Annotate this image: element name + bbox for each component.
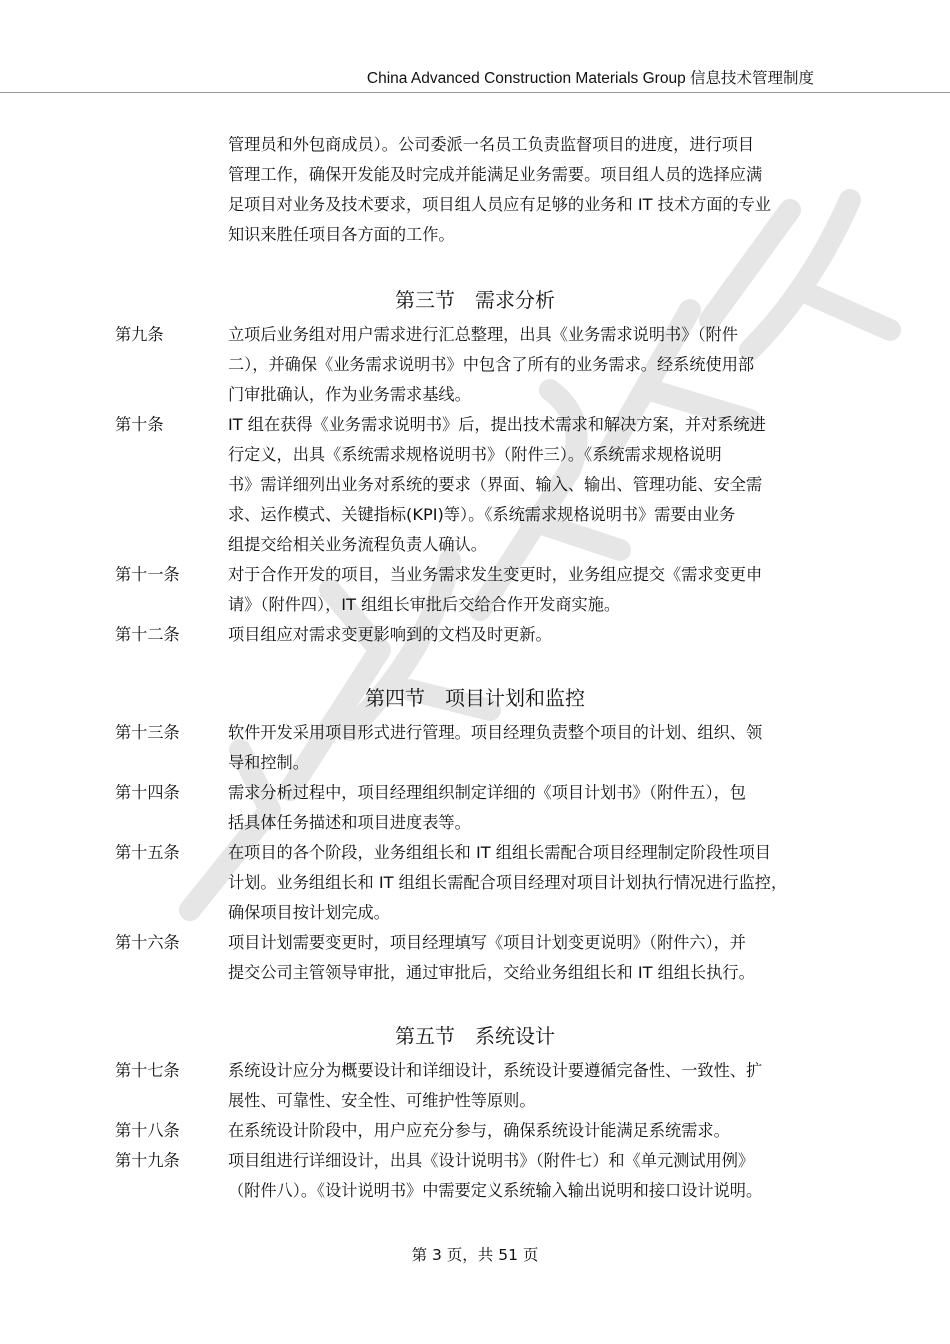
- article-label: 第十二条: [115, 625, 180, 644]
- article-label: 第十六条: [115, 933, 180, 952]
- article-line: 对于合作开发的项目，当业务需求发生变更时，业务组应提交《需求变更申: [228, 565, 763, 584]
- section-title: 第四节 项目计划和监控: [365, 686, 585, 710]
- article-body: [228, 560, 828, 620]
- article-body: [228, 778, 828, 838]
- article-body: [228, 1146, 828, 1206]
- article-line: 二），并确保《业务需求说明书》中包含了所有的业务需求。经系统使用部: [228, 355, 755, 374]
- header-title: China Advanced Construction Materials Group 信息技术管理制度: [366, 70, 814, 87]
- section-title: 第三节 需求分析: [395, 288, 555, 312]
- article-label: 第十一条: [115, 565, 180, 584]
- article-line: （附件八）。《设计说明书》中需要定义系统输入输出说明和接口设计说明。: [228, 1181, 763, 1200]
- article-line: 请》（附件四），IT 组组长审批后交给合作开发商实施。: [228, 595, 621, 614]
- article-line: 书》需详细列出业务对系统的要求（界面、输入、输出、管理功能、安全需: [228, 475, 763, 494]
- article-line: 计划。业务组组长和 IT 组组长需配合项目经理对项目计划执行情况进行监控，: [228, 873, 788, 892]
- section-title: 第五节 系统设计: [395, 1024, 555, 1048]
- article-label: 第十七条: [115, 1061, 180, 1080]
- article-line: 在系统设计阶段中，用户应充分参与，确保系统设计能满足系统需求。: [228, 1121, 730, 1140]
- article-line: 导和控制。: [228, 753, 309, 772]
- article-label: 第十五条: [115, 843, 180, 862]
- article-label: 第十九条: [115, 1151, 180, 1170]
- article-label: 第十八条: [115, 1121, 180, 1140]
- page-header: [0, 66, 950, 93]
- page-footer: 第 3 页，共 51 页: [411, 1246, 539, 1264]
- article-line: IT 组在获得《业务需求说明书》后，提出技术需求和解决方案，并对系统进: [228, 415, 766, 434]
- intro-line: 足项目对业务及技术要求，项目组人员应有足够的业务和 IT 技术方面的专业: [228, 195, 771, 214]
- intro-line: 知识来胜任项目各方面的工作。: [228, 225, 455, 244]
- article-line: 项目组应对需求变更影响到的文档及时更新。: [228, 625, 552, 644]
- article-body: [228, 410, 828, 560]
- intro-paragraph: [228, 130, 828, 250]
- article-line: 项目组进行详细设计，出具《设计说明书》（附件七）和《单元测试用例》: [228, 1151, 755, 1170]
- intro-line: 管理员和外包商成员）。公司委派一名员工负责监督项目的进度，进行项目: [228, 135, 755, 154]
- article-line: 确保项目按计划完成。: [228, 903, 390, 922]
- article-line: 在项目的各个阶段，业务组组长和 IT 组组长需配合项目经理制定阶段性项目: [228, 843, 771, 862]
- article-body: [228, 620, 828, 650]
- article-line: 行定义，出具《系统需求规格说明书》（附件三）。《系统需求规格说明: [228, 445, 722, 464]
- article-body: [228, 320, 828, 410]
- article-label: 第十三条: [115, 723, 180, 742]
- intro-line: 管理工作，确保开发能及时完成并能满足业务需要。项目组人员的选择应满: [228, 165, 763, 184]
- article-line: 系统设计应分为概要设计和详细设计，系统设计要遵循完备性、一致性、扩: [228, 1061, 763, 1080]
- article-line: 软件开发采用项目形式进行管理。项目经理负责整个项目的计划、组织、领: [228, 723, 763, 742]
- article-line: 括具体任务描述和项目进度表等。: [228, 813, 471, 832]
- article-line: 需求分析过程中，项目经理组织制定详细的《项目计划书》（附件五），包: [228, 783, 746, 802]
- article-line: 展性、可靠性、安全性、可维护性等原则。: [228, 1091, 536, 1110]
- article-line: 求、运作模式、关键指标(KPI)等）。《系统需求规格说明书》需要由业务: [228, 505, 736, 524]
- article-body: [228, 928, 828, 988]
- article-body: [228, 1056, 828, 1116]
- article-line: 门审批确认，作为业务需求基线。: [228, 385, 471, 404]
- article-body: [228, 1116, 828, 1146]
- article-body: [228, 718, 828, 778]
- article-body: [228, 838, 828, 928]
- article-line: 项目计划需要变更时，项目经理填写《项目计划变更说明》（附件六），并: [228, 933, 746, 952]
- article-line: 组提交给相关业务流程负责人确认。: [228, 535, 487, 554]
- article-label: 第十四条: [115, 783, 180, 802]
- article-line: 提交公司主管领导审批，通过审批后，交给业务组组长和 IT 组组长执行。: [228, 963, 755, 982]
- article-label: 第十条: [115, 415, 164, 434]
- article-line: 立项后业务组对用户需求进行汇总整理，出具《业务需求说明书》（附件: [228, 325, 738, 344]
- article-label: 第九条: [115, 325, 164, 344]
